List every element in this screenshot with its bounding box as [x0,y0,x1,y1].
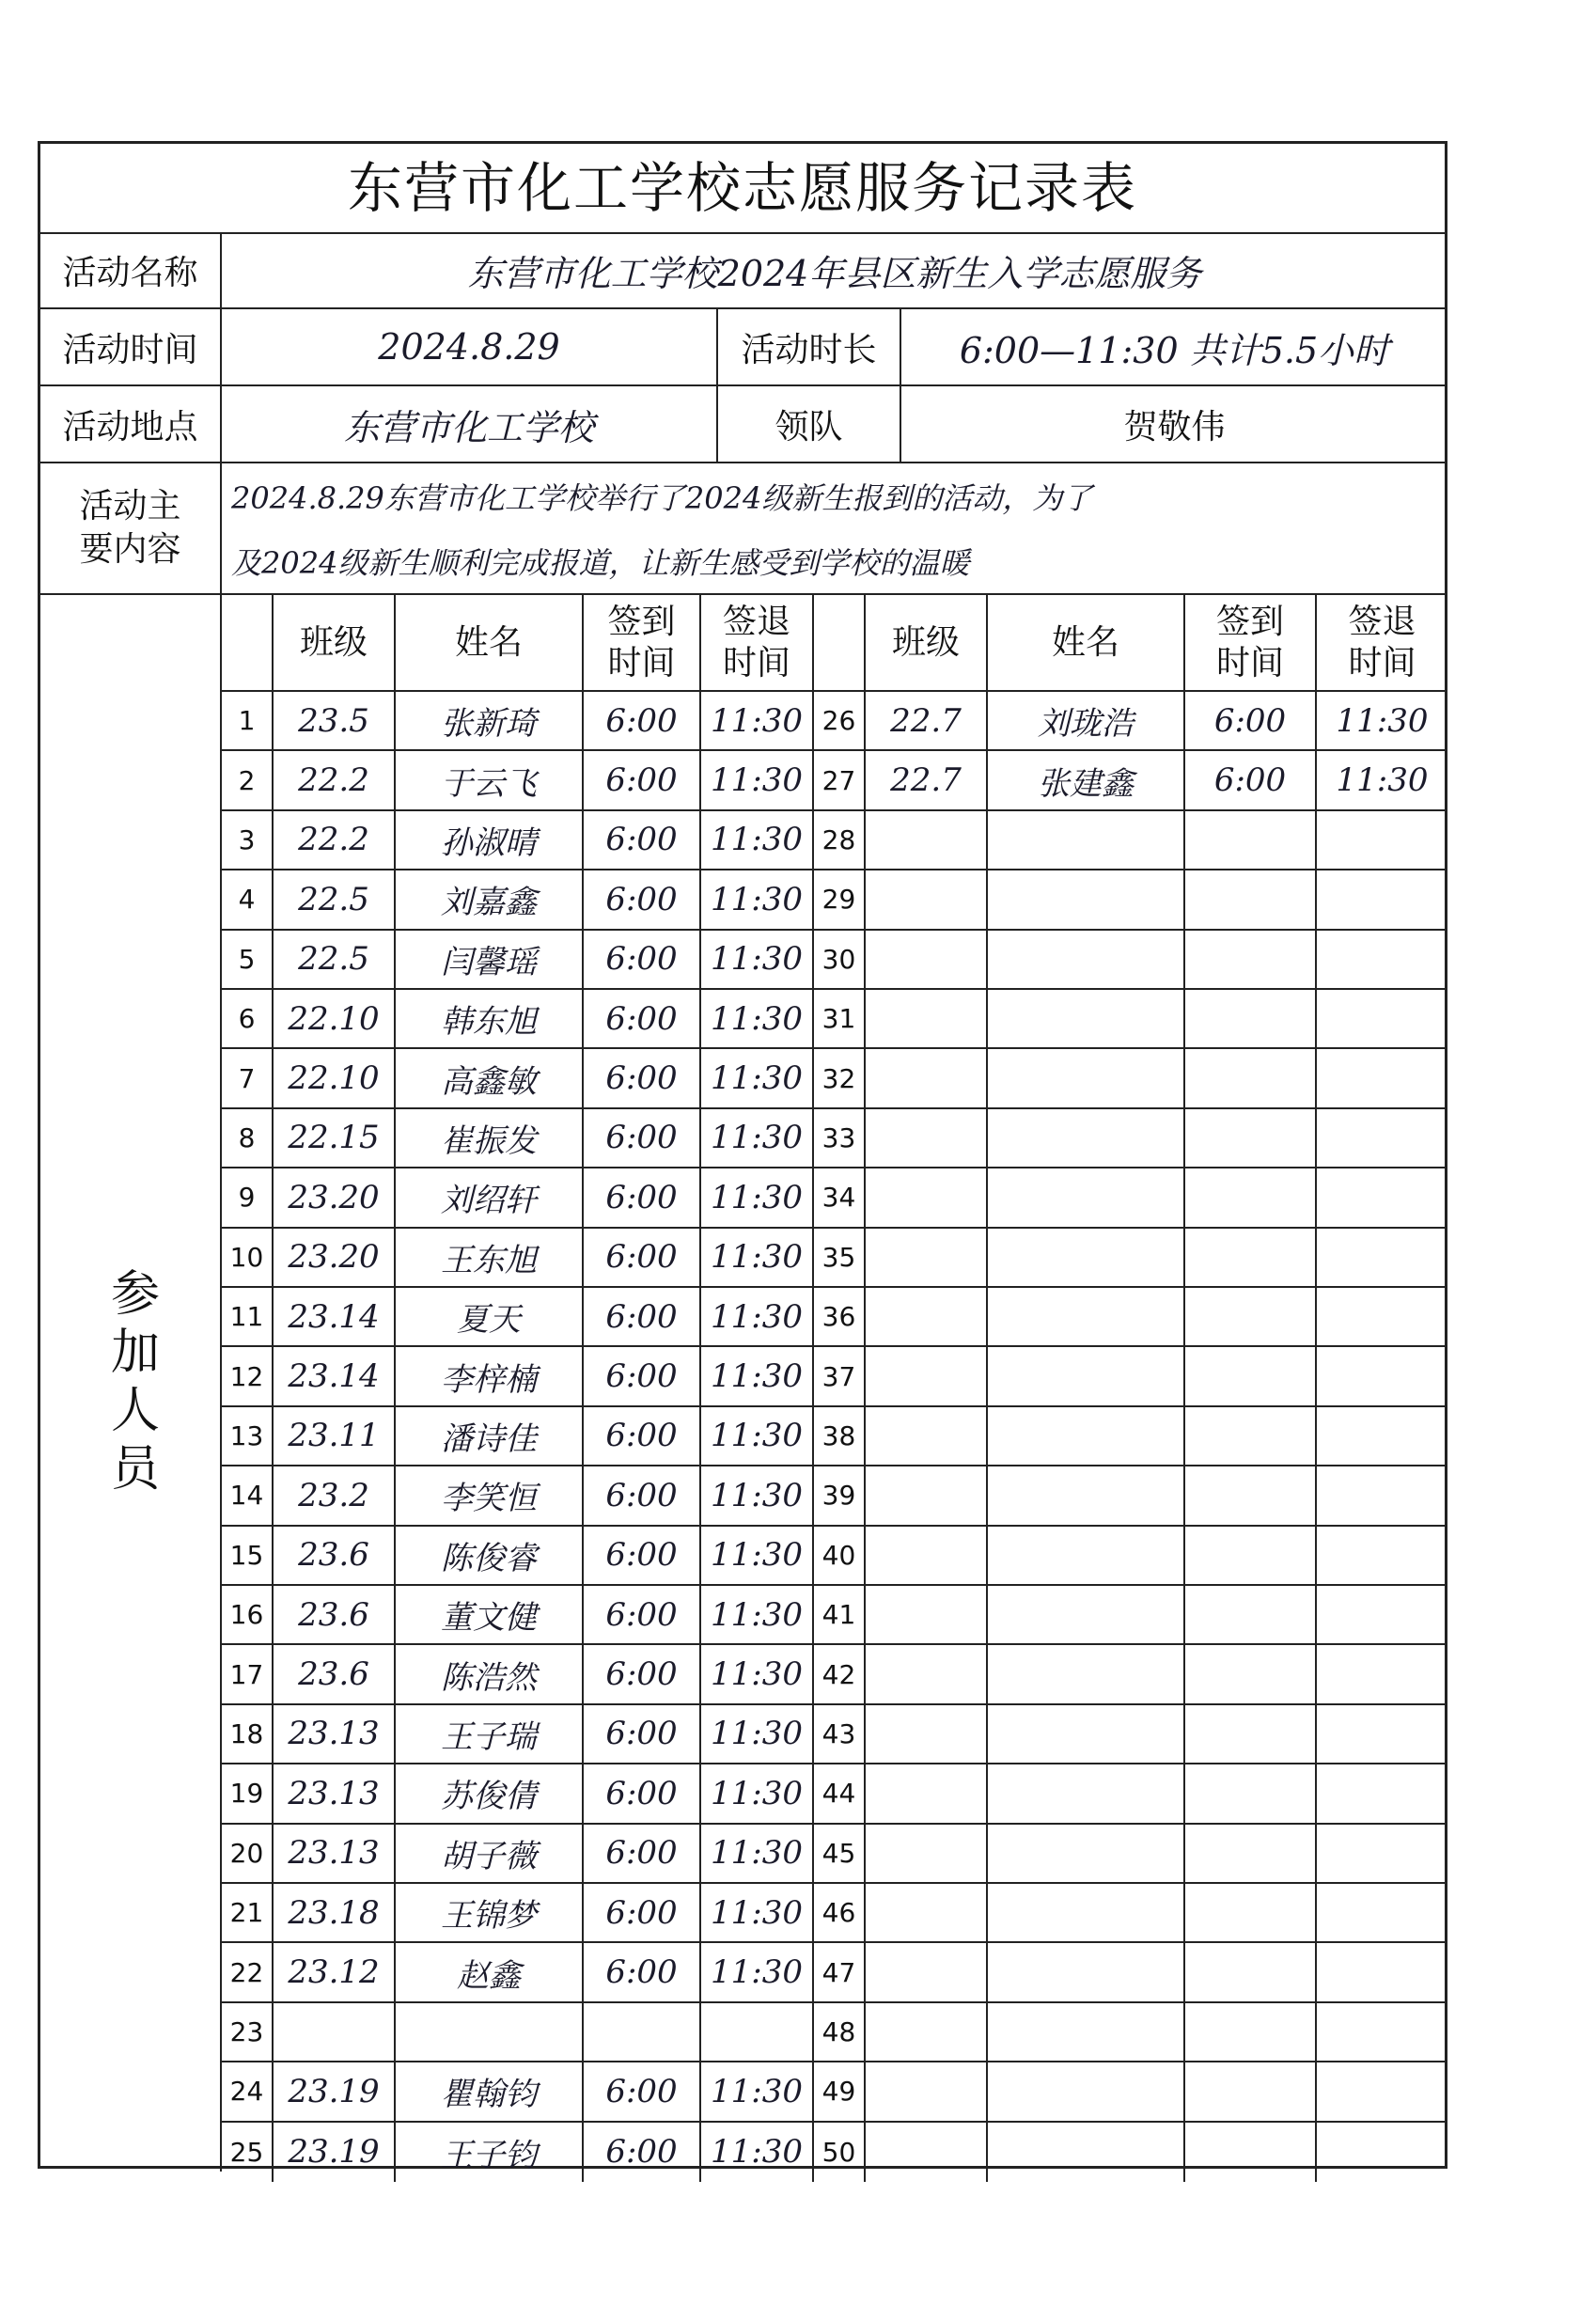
left-row-name: 韩东旭 [396,990,584,1049]
right-row-no: 43 [814,1705,866,1764]
left-row-cls: 22.5 [274,931,396,990]
right-row-cls [866,931,988,990]
left-row-cls: 23.2 [274,1466,396,1526]
right-row-name [988,1764,1185,1824]
left-row-no: 6 [222,990,274,1049]
left-row-name: 刘嘉鑫 [396,870,584,930]
left-row-no: 17 [222,1645,274,1704]
right-row-name [988,2123,1185,2182]
value-duration: 6:00—11:30 共计5.5小时 [901,309,1447,386]
right-row-in [1185,1466,1317,1526]
right-row-name [988,1943,1185,2002]
participants-column [40,595,222,2172]
left-row-out: 11:30 [701,1586,814,1645]
left-row-out: 11:30 [701,1527,814,1586]
left-row-name: 刘绍轩 [396,1168,584,1228]
left-row-no: 15 [222,1527,274,1586]
right-row-no: 44 [814,1764,866,1824]
right-row-name [988,1825,1185,1884]
right-row-no: 46 [814,1884,866,1943]
left-row-no: 8 [222,1109,274,1168]
right-row-no: 41 [814,1586,866,1645]
right-row-no: 50 [814,2123,866,2182]
left-row-out: 11:30 [701,751,814,810]
right-row-name [988,2003,1185,2062]
right-row-in [1185,1705,1317,1764]
left-row-cls: 22.2 [274,811,396,870]
right-row-name [988,1407,1185,1466]
left-row-name: 崔振发 [396,1109,584,1168]
right-row-in: 6:00 [1185,751,1317,810]
right-row-name [988,1347,1185,1406]
left-row-no: 13 [222,1407,274,1466]
left-row-out: 11:30 [701,811,814,870]
right-row-out [1317,990,1447,1049]
header-class-right: 班级 [866,595,988,692]
content-line-1: 2024.8.29东营市化工学校举行了2024级新生报到的活动，为了 [231,479,1093,516]
right-row-name [988,1466,1185,1526]
left-row-in: 6:00 [584,1586,701,1645]
label-participants: 参加人员 [102,1266,159,1500]
left-row-out: 11:30 [701,1407,814,1466]
right-row-name: 张建鑫 [988,751,1185,810]
right-row-name [988,990,1185,1049]
left-row-in: 6:00 [584,1466,701,1526]
left-row-cls: 23.6 [274,1527,396,1586]
right-row-cls [866,1168,988,1228]
left-row-in: 6:00 [584,1884,701,1943]
right-row-no: 30 [814,931,866,990]
left-row-in: 6:00 [584,751,701,810]
right-row-cls: 22.7 [866,751,988,810]
right-row-in [1185,2062,1317,2122]
value-location: 东营市化工学校 [222,386,718,463]
right-row-in [1185,1943,1317,2002]
right-row-name [988,2062,1185,2122]
left-row-out: 11:30 [701,1943,814,2002]
right-row-out [1317,1645,1447,1704]
header-signin-right: 签到时间 [1185,595,1317,692]
left-row-no: 21 [222,1884,274,1943]
left-row-in: 6:00 [584,931,701,990]
right-row-out [1317,1229,1447,1288]
left-row-cls: 23.13 [274,1764,396,1824]
left-row-name: 高鑫敏 [396,1049,584,1108]
label-location: 活动地点 [40,386,222,463]
right-row-no: 32 [814,1049,866,1108]
left-row-no: 12 [222,1347,274,1406]
right-row-out [1317,931,1447,990]
right-row-no: 45 [814,1825,866,1884]
right-row-out [1317,1109,1447,1168]
left-row-no: 25 [222,2123,274,2182]
right-row-name [988,1288,1185,1347]
right-row-no: 26 [814,692,866,751]
header-no-left [222,595,274,692]
right-row-out [1317,870,1447,930]
left-row-in: 6:00 [584,990,701,1049]
left-row-name: 胡子薇 [396,1825,584,1884]
left-row-in: 6:00 [584,2062,701,2122]
value-leader: 贺敬伟 [901,386,1447,463]
right-row-no: 47 [814,1943,866,2002]
right-row-no: 40 [814,1527,866,1586]
right-row-no: 33 [814,1109,866,1168]
left-row-out: 11:30 [701,1288,814,1347]
right-row-cls [866,870,988,930]
right-row-in [1185,1407,1317,1466]
right-row-out [1317,1466,1447,1526]
left-row-name: 李梓楠 [396,1347,584,1406]
right-row-name [988,1229,1185,1288]
left-row-no: 24 [222,2062,274,2122]
label-leader: 领队 [718,386,901,463]
left-row-no: 4 [222,870,274,930]
right-row-in [1185,1825,1317,1884]
left-row-in: 6:00 [584,1168,701,1228]
right-row-out [1317,2062,1447,2122]
left-row-out: 11:30 [701,1347,814,1406]
right-row-out [1317,1943,1447,2002]
left-row-in: 6:00 [584,692,701,751]
right-row-name [988,811,1185,870]
right-row-name [988,1884,1185,1943]
left-row-no: 10 [222,1229,274,1288]
right-row-name [988,1527,1185,1586]
left-row-in: 6:00 [584,1645,701,1704]
left-row-in: 6:00 [584,1764,701,1824]
right-row-cls [866,811,988,870]
left-row-no: 5 [222,931,274,990]
right-row-out [1317,1705,1447,1764]
right-row-no: 35 [814,1229,866,1288]
right-row-in [1185,1288,1317,1347]
left-row-out: 11:30 [701,692,814,751]
left-row-out: 11:30 [701,1049,814,1108]
left-row-cls: 22.10 [274,1049,396,1108]
left-row-cls: 23.19 [274,2062,396,2122]
left-row-name: 闫馨瑶 [396,931,584,990]
record-sheet [38,141,1447,2174]
label-activity-name: 活动名称 [40,232,222,309]
right-row-out [1317,1407,1447,1466]
label-duration: 活动时长 [718,309,901,386]
header-signout-right: 签退时间 [1317,595,1447,692]
left-row-no: 18 [222,1705,274,1764]
left-row-in: 6:00 [584,1229,701,1288]
left-row-out: 11:30 [701,990,814,1049]
left-row-out: 11:30 [701,1466,814,1526]
right-row-cls [866,990,988,1049]
left-row-name: 潘诗佳 [396,1407,584,1466]
right-row-in [1185,1168,1317,1228]
right-row-cls [866,1466,988,1526]
left-row-cls: 23.6 [274,1586,396,1645]
left-row-cls: 23.14 [274,1347,396,1406]
right-row-cls [866,1645,988,1704]
left-row-out: 11:30 [701,2062,814,2122]
left-row-no: 22 [222,1943,274,2002]
header-name-right: 姓名 [988,595,1185,692]
header-name-left: 姓名 [396,595,584,692]
right-row-in [1185,1884,1317,1943]
right-row-name [988,1705,1185,1764]
left-row-cls [274,2003,396,2062]
left-row-cls: 23.14 [274,1288,396,1347]
right-row-cls [866,1288,988,1347]
left-row-in: 6:00 [584,811,701,870]
right-row-in [1185,2123,1317,2182]
left-row-in: 6:00 [584,1705,701,1764]
left-row-in: 6:00 [584,1407,701,1466]
left-row-name [396,2003,584,2062]
right-row-no: 48 [814,2003,866,2062]
right-row-no: 31 [814,990,866,1049]
left-row-cls: 22.10 [274,990,396,1049]
right-row-name [988,1049,1185,1108]
left-row-in: 6:00 [584,1943,701,2002]
right-row-in [1185,931,1317,990]
left-row-cls: 22.5 [274,870,396,930]
value-content [222,463,1447,595]
right-row-cls [866,1705,988,1764]
left-row-name: 王子钧 [396,2123,584,2182]
left-row-out: 11:30 [701,2123,814,2182]
right-row-no: 28 [814,811,866,870]
right-row-out [1317,1884,1447,1943]
left-row-name: 夏天 [396,1288,584,1347]
left-row-no: 14 [222,1466,274,1526]
left-row-in [584,2003,701,2062]
left-row-no: 11 [222,1288,274,1347]
left-row-out: 11:30 [701,1764,814,1824]
left-row-cls: 22.2 [274,751,396,810]
left-row-in: 6:00 [584,1527,701,1586]
left-row-no: 1 [222,692,274,751]
right-row-in [1185,990,1317,1049]
left-row-name: 王子瑞 [396,1705,584,1764]
left-row-out: 11:30 [701,1229,814,1288]
left-row-no: 19 [222,1764,274,1824]
value-activity-time: 2024.8.29 [222,309,718,386]
header-signout-left: 签退时间 [701,595,814,692]
label-content: 活动主要内容 [40,463,222,595]
right-row-no: 29 [814,870,866,930]
left-row-in: 6:00 [584,2123,701,2182]
right-row-cls [866,1229,988,1288]
right-row-out [1317,811,1447,870]
left-row-name: 孙淑晴 [396,811,584,870]
right-row-no: 27 [814,751,866,810]
right-row-in [1185,870,1317,930]
right-row-cls [866,1347,988,1406]
right-row-in [1185,1586,1317,1645]
left-row-name: 陈俊睿 [396,1527,584,1586]
left-row-cls: 23.20 [274,1229,396,1288]
right-row-in [1185,1049,1317,1108]
right-row-cls [866,2123,988,2182]
left-row-in: 6:00 [584,1825,701,1884]
right-row-name: 刘珑浩 [988,692,1185,751]
right-row-out [1317,1825,1447,1884]
left-row-name: 赵鑫 [396,1943,584,2002]
left-row-in: 6:00 [584,1109,701,1168]
right-row-cls [866,1943,988,2002]
right-row-out [1317,1586,1447,1645]
left-row-no: 20 [222,1825,274,1884]
left-row-cls: 22.15 [274,1109,396,1168]
left-row-name: 王锦梦 [396,1884,584,1943]
left-row-no: 2 [222,751,274,810]
right-row-in [1185,1229,1317,1288]
right-row-in [1185,811,1317,870]
left-row-name: 董文健 [396,1586,584,1645]
right-row-cls [866,1825,988,1884]
right-row-in [1185,1645,1317,1704]
right-row-name [988,1168,1185,1228]
left-row-cls: 23.20 [274,1168,396,1228]
right-row-out [1317,1347,1447,1406]
right-row-out: 11:30 [1317,692,1447,751]
left-row-cls: 23.12 [274,1943,396,2002]
left-row-out [701,2003,814,2062]
content-line-2: 及2024级新生顺利完成报道，让新生感受到学校的温暖 [231,544,970,581]
right-row-name [988,1586,1185,1645]
right-row-in [1185,1764,1317,1824]
left-row-name: 于云飞 [396,751,584,810]
right-row-out [1317,1764,1447,1824]
right-row-name [988,1645,1185,1704]
right-row-cls [866,1407,988,1466]
left-row-cls: 23.5 [274,692,396,751]
left-row-name: 瞿翰钧 [396,2062,584,2122]
right-row-in: 6:00 [1185,692,1317,751]
left-row-out: 11:30 [701,1645,814,1704]
left-row-in: 6:00 [584,1347,701,1406]
left-row-no: 7 [222,1049,274,1108]
right-row-in [1185,2003,1317,2062]
left-row-no: 3 [222,811,274,870]
right-row-cls [866,1527,988,1586]
value-activity-name: 东营市化工学校2024年县区新生入学志愿服务 [222,232,1447,309]
right-row-no: 49 [814,2062,866,2122]
left-row-cls: 23.13 [274,1705,396,1764]
left-row-out: 11:30 [701,1705,814,1764]
left-row-out: 11:30 [701,870,814,930]
left-row-name: 张新琦 [396,692,584,751]
right-row-out [1317,2123,1447,2182]
right-row-out [1317,1049,1447,1108]
right-row-cls [866,2003,988,2062]
left-row-in: 6:00 [584,1288,701,1347]
left-row-out: 11:30 [701,1825,814,1884]
right-row-cls [866,1049,988,1108]
right-row-cls [866,2062,988,2122]
left-row-out: 11:30 [701,1109,814,1168]
right-row-cls [866,1764,988,1824]
right-row-no: 42 [814,1645,866,1704]
left-row-out: 11:30 [701,931,814,990]
right-row-cls [866,1884,988,1943]
right-row-out [1317,1527,1447,1586]
left-row-cls: 23.19 [274,2123,396,2182]
left-row-out: 11:30 [701,1884,814,1943]
right-row-cls [866,1586,988,1645]
right-row-cls: 22.7 [866,692,988,751]
right-row-no: 36 [814,1288,866,1347]
left-row-name: 王东旭 [396,1229,584,1288]
left-row-cls: 23.11 [274,1407,396,1466]
right-row-out [1317,2003,1447,2062]
left-row-name: 李笑恒 [396,1466,584,1526]
right-row-cls [866,1109,988,1168]
right-row-out: 11:30 [1317,751,1447,810]
right-row-no: 39 [814,1466,866,1526]
right-row-name [988,931,1185,990]
left-row-in: 6:00 [584,1049,701,1108]
left-row-cls: 23.18 [274,1884,396,1943]
header-signin-left: 签到时间 [584,595,701,692]
right-row-out [1317,1168,1447,1228]
header-class-left: 班级 [274,595,396,692]
right-row-no: 38 [814,1407,866,1466]
right-row-no: 34 [814,1168,866,1228]
left-row-name: 陈浩然 [396,1645,584,1704]
right-row-out [1317,1288,1447,1347]
right-row-name [988,1109,1185,1168]
right-row-in [1185,1527,1317,1586]
right-row-name [988,870,1185,930]
form-title: 东营市化工学校志愿服务记录表 [40,144,1445,234]
header-no-right [814,595,866,692]
left-row-name: 苏俊倩 [396,1764,584,1824]
left-row-cls: 23.6 [274,1645,396,1704]
right-row-in [1185,1347,1317,1406]
left-row-no: 9 [222,1168,274,1228]
right-row-in [1185,1109,1317,1168]
left-row-no: 23 [222,2003,274,2062]
left-row-cls: 23.13 [274,1825,396,1884]
left-row-in: 6:00 [584,870,701,930]
left-row-out: 11:30 [701,1168,814,1228]
right-row-no: 37 [814,1347,866,1406]
label-activity-time: 活动时间 [40,309,222,386]
left-row-no: 16 [222,1586,274,1645]
